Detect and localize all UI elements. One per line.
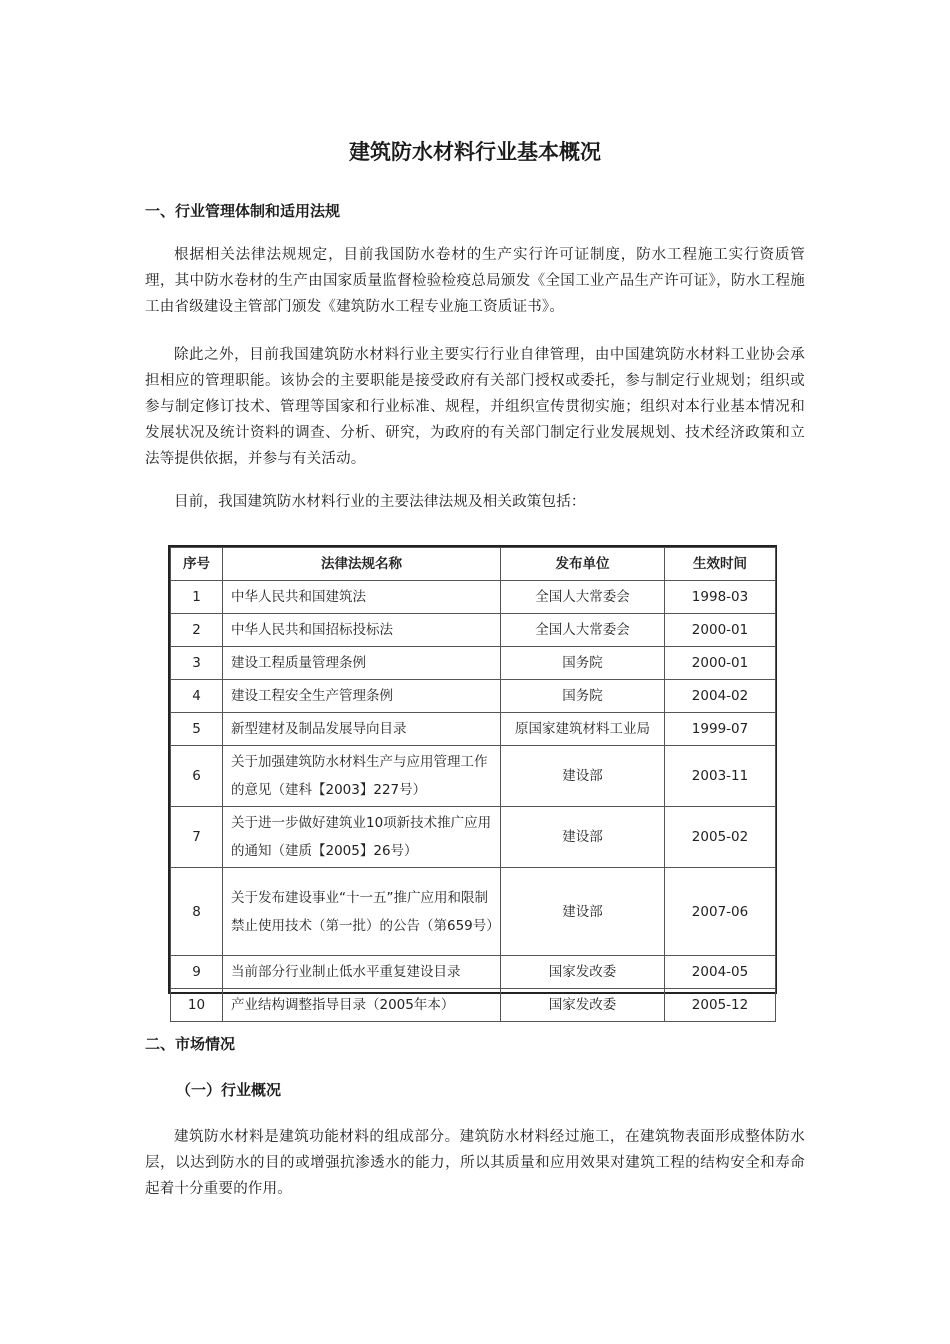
table-row	[171, 807, 776, 868]
subsection-heading-overview: （一）行业概况	[176, 1081, 282, 1099]
effective-date: 1998-03	[665, 581, 776, 614]
issuer: 国家发改委	[501, 989, 665, 1022]
column-header-number: 序号	[171, 548, 223, 581]
column-header-effective-date: 生效时间	[665, 548, 776, 581]
issuer: 全国人大常委会	[501, 581, 665, 614]
issuer: 国家发改委	[501, 956, 665, 989]
effective-date: 2004-02	[665, 680, 776, 713]
effective-date: 2005-12	[665, 989, 776, 1022]
law-name: 中华人民共和国建筑法	[223, 581, 501, 614]
column-header-law-name: 法律法规名称	[223, 548, 501, 581]
table-row	[171, 713, 776, 746]
issuer: 原国家建筑材料工业局	[501, 713, 665, 746]
table-row	[171, 956, 776, 989]
paragraph-table-intro: 目前，我国建筑防水材料行业的主要法律法规及相关政策包括：	[174, 494, 586, 510]
row-number: 2	[171, 614, 223, 647]
table-row	[171, 868, 776, 956]
document-title: 建筑防水材料行业基本概况	[349, 140, 601, 164]
effective-date: 2007-06	[665, 868, 776, 956]
row-number: 5	[171, 713, 223, 746]
table-row	[171, 647, 776, 680]
column-header-issuer: 发布单位	[501, 548, 665, 581]
law-name: 关于发布建设事业“十一五”推广应用和限制禁止使用技术（第一批）的公告（第659号）	[223, 868, 501, 956]
law-name: 建设工程质量管理条例	[223, 647, 501, 680]
table-row	[171, 680, 776, 713]
effective-date: 2005-02	[665, 807, 776, 868]
row-number: 7	[171, 807, 223, 868]
paragraph-industry-overview: 建筑防水材料是建筑功能材料的组成部分。建筑防水材料经过施工，在建筑物表面形成整体防水层，以达到防水的目的或增强抗渗透水的能力，所以其质量和应用效果对建筑工程的结构安全和寿命起着十分重要的作用。	[145, 1129, 805, 1197]
issuer: 建设部	[501, 868, 665, 956]
effective-date: 2003-11	[665, 746, 776, 807]
issuer: 国务院	[501, 647, 665, 680]
law-name: 建设工程安全生产管理条例	[223, 680, 501, 713]
laws-table-container	[168, 545, 777, 1013]
effective-date: 1999-07	[665, 713, 776, 746]
table-row	[171, 581, 776, 614]
issuer: 建设部	[501, 746, 665, 807]
issuer: 国务院	[501, 680, 665, 713]
section-heading-2: 二、市场情况	[145, 1035, 236, 1053]
row-number: 8	[171, 868, 223, 956]
row-number: 9	[171, 956, 223, 989]
row-number: 4	[171, 680, 223, 713]
table-row	[171, 746, 776, 807]
row-number: 1	[171, 581, 223, 614]
law-name: 关于加强建筑防水材料生产与应用管理工作的意见（建科【2003】227号）	[223, 746, 501, 807]
row-number: 6	[171, 746, 223, 807]
table-header-row	[171, 548, 776, 581]
table-row	[171, 989, 776, 1022]
row-number: 10	[171, 989, 223, 1022]
paragraph-licensing: 根据相关法律法规规定，目前我国防水卷材的生产实行许可证制度，防水工程施工实行资质管理，其中防水卷材的生产由国家质量监督检验检疫总局颁发《全国工业产品生产许可证》，防水工程施工由省级建设主管部门颁发《建筑防水工程专业施工资质证书》。	[145, 247, 805, 315]
section-heading-1: 一、行业管理体制和适用法规	[145, 202, 341, 220]
law-name: 关于进一步做好建筑业10项新技术推广应用的通知（建质【2005】26号）	[223, 807, 501, 868]
effective-date: 2004-05	[665, 956, 776, 989]
effective-date: 2000-01	[665, 647, 776, 680]
laws-table	[170, 547, 776, 1022]
paragraph-industry-association: 除此之外，目前我国建筑防水材料行业主要实行行业自律管理，由中国建筑防水材料工业协会承担相应的管理职能。该协会的主要职能是接受政府有关部门授权或委托，参与制定行业规划；组织或参与制定修订技术、管理等国家和行业标准、规程，并组织宣传贯彻实施；组织对本行业基本情况和发展状况及统计资料的调查、分析、研究，为政府的有关部门制定行业发展规划、技术经济政策和立法等提供依据，并参与有关活动。	[145, 347, 805, 467]
issuer: 建设部	[501, 807, 665, 868]
law-name: 中华人民共和国招标投标法	[223, 614, 501, 647]
law-name: 当前部分行业制止低水平重复建设目录	[223, 956, 501, 989]
row-number: 3	[171, 647, 223, 680]
law-name: 新型建材及制品发展导向目录	[223, 713, 501, 746]
effective-date: 2000-01	[665, 614, 776, 647]
table-row	[171, 614, 776, 647]
law-name: 产业结构调整指导目录（2005年本）	[223, 989, 501, 1022]
issuer: 全国人大常委会	[501, 614, 665, 647]
